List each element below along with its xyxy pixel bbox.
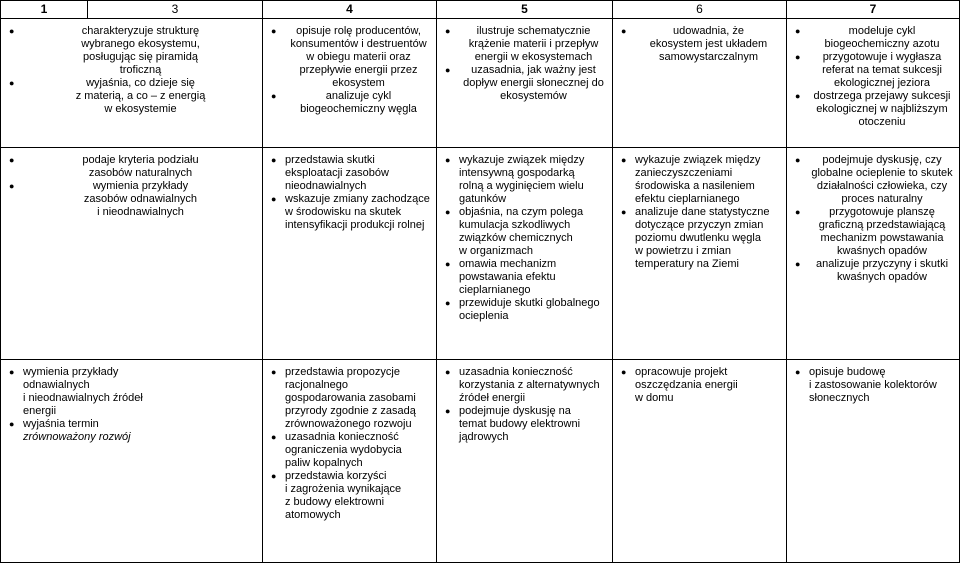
table-cell <box>613 360 787 563</box>
text-line: otoczeniu <box>858 116 906 128</box>
bullet-text <box>285 193 432 232</box>
bullet-icon: ● <box>445 26 451 36</box>
text-line: poziomu dwutlenku węgla <box>635 232 761 244</box>
bullet-item <box>445 25 608 64</box>
text-line: odnawialnych <box>23 379 90 391</box>
bullet-icon: ● <box>271 194 277 204</box>
text-line: omawia mechanizm <box>459 258 557 270</box>
text-line: w organizmach <box>459 245 533 257</box>
text-line: ekosystem jest układem <box>649 38 768 50</box>
table-cell <box>437 19 613 148</box>
table-cell <box>1 360 263 563</box>
text-line: kumulacja szkodliwych <box>459 219 571 231</box>
bullet-icon: ● <box>621 207 627 217</box>
text-line: efektu cieplarnianego <box>635 193 740 205</box>
text-line: w środowisku na skutek <box>285 206 402 218</box>
table-cell <box>263 360 437 563</box>
bullet-item <box>445 258 608 297</box>
text-line: opracowuje projekt <box>635 366 728 378</box>
bullet-item <box>795 154 955 206</box>
bullet-icon: ● <box>445 406 451 416</box>
text-line: paliw kopalnych <box>285 457 363 469</box>
table-cell <box>437 360 613 563</box>
bullet-text <box>459 206 608 258</box>
text-line: kwaśnych opadów <box>837 245 927 257</box>
text-line: krążenie materii i przepływ <box>468 38 599 50</box>
text-line: dopływ energii słonecznej do <box>463 77 604 89</box>
text-line: atomowych <box>285 509 341 521</box>
bullet-item <box>271 154 432 193</box>
text-line: przedstawia korzyści <box>285 470 387 482</box>
text-line: w ekosystemie <box>104 103 177 115</box>
bullet-icon: ● <box>9 26 15 36</box>
header-cell: 6 <box>613 1 787 19</box>
text-line: i zagrożenia wynikające <box>285 483 402 495</box>
bullet-text <box>285 154 432 193</box>
bullet-icon: ● <box>271 26 277 36</box>
header-cell: 1 <box>1 1 88 19</box>
header-cell: 7 <box>787 1 960 19</box>
bullet-text <box>809 366 955 405</box>
text-line: globalne ocieplenie to skutek <box>811 167 953 179</box>
bullet-icon: ● <box>271 471 277 481</box>
bullet-item <box>9 77 258 116</box>
text-line: oszczędzania energii <box>635 379 738 391</box>
text-line: intensyfikacji produkcji rolnej <box>285 219 425 231</box>
text-line: ekosystemów <box>500 90 567 102</box>
bullet-item <box>445 64 608 103</box>
text-line: charakteryzuje strukturę <box>81 25 200 37</box>
text-line: ekologicznej jeziora <box>834 77 930 89</box>
bullet-icon: ● <box>9 419 15 429</box>
text-line: wyjaśnia, co dzieje się <box>86 77 195 89</box>
text-line: ekologicznej w najbliższym <box>816 103 948 115</box>
text-line: w domu <box>635 392 674 404</box>
table-cell <box>263 148 437 360</box>
text-line: proces naturalny <box>841 193 923 205</box>
bullet-item <box>795 51 955 90</box>
bullet-icon: ● <box>271 91 277 101</box>
bullet-item <box>271 470 432 522</box>
bullet-item <box>9 180 258 219</box>
header-row <box>1 1 960 19</box>
bullet-icon: ● <box>271 432 277 442</box>
bullet-text <box>459 297 608 323</box>
text-line: uzasadnia konieczność <box>459 366 573 378</box>
text-line: kwaśnych opadów <box>837 271 927 283</box>
text-line: temat budowy elektrowni <box>459 418 581 430</box>
bullet-icon: ● <box>795 52 801 62</box>
text-line: analizuje cykl <box>325 90 392 102</box>
text-line: przedstawia propozycje <box>285 366 400 378</box>
bullet-icon: ● <box>795 207 801 217</box>
text-line: środowiska a nasileniem <box>635 180 755 192</box>
bullet-text <box>23 154 258 180</box>
table-cell <box>263 19 437 148</box>
text-line: w powietrzu i zmian <box>635 245 731 257</box>
bullet-text <box>285 431 432 470</box>
bullet-icon: ● <box>795 259 801 269</box>
text-line: jądrowych <box>459 431 509 443</box>
text-line: ekosystem <box>332 77 385 89</box>
text-line: referat na temat sukcesji <box>822 64 942 76</box>
text-line: wymienia przykłady <box>23 366 119 378</box>
text-line: zasobów odnawialnych <box>83 193 198 205</box>
text-line: wskazuje zmiany zachodzące <box>285 193 430 205</box>
bullet-text <box>285 366 432 431</box>
text-line: objaśnia, na czym polega <box>459 206 584 218</box>
bullet-item <box>9 25 258 77</box>
bullet-item <box>271 193 432 232</box>
bullet-item <box>9 154 258 180</box>
text-line: wymienia przykłady <box>92 180 189 192</box>
text-line: intensywną gospodarką <box>459 167 575 179</box>
bullet-text <box>23 77 258 116</box>
bullet-icon: ● <box>795 367 801 377</box>
bullet-text <box>285 90 432 116</box>
text-line: i zastosowanie kolektorów <box>809 379 937 391</box>
bullet-text <box>285 470 432 522</box>
bullet-text <box>459 405 608 444</box>
bullet-text <box>23 180 258 219</box>
text-line: powstawania efektu <box>459 271 556 283</box>
bullet-text <box>23 418 258 444</box>
bullet-text <box>459 154 608 206</box>
text-line: przygotowuje i wygłasza <box>822 51 942 63</box>
text-line: podejmuje dyskusję na <box>459 405 571 417</box>
bullet-text <box>285 25 432 90</box>
text-line: biogeochemiczny azotu <box>824 38 940 50</box>
text-line: analizuje dane statystyczne <box>635 206 770 218</box>
text-line: i nieodnawialnych <box>97 206 184 218</box>
bullet-icon: ● <box>621 155 627 165</box>
text-line: zasobów naturalnych <box>88 167 193 179</box>
bullet-item <box>271 90 432 116</box>
text-line: opisuje budowę <box>809 366 886 378</box>
bullet-icon: ● <box>795 26 801 36</box>
bullet-item <box>271 25 432 90</box>
bullet-icon: ● <box>445 155 451 165</box>
text-line: biogeochemiczny węgla <box>300 103 417 115</box>
bullet-item <box>271 366 432 431</box>
bullet-icon: ● <box>445 65 451 75</box>
text-line: wyjaśnia termin <box>23 418 99 430</box>
text-line: działalności człowieka, czy <box>816 180 948 192</box>
bullet-item <box>795 258 955 284</box>
text-line: cieplarnianego <box>459 284 531 296</box>
text-line: opisuje rolę producentów, <box>296 25 421 37</box>
bullet-item <box>9 366 258 418</box>
table-cell <box>1 148 263 360</box>
bullet-text <box>809 90 955 129</box>
bullet-item <box>445 366 608 405</box>
text-line: związków chemicznych <box>459 232 573 244</box>
bullet-icon: ● <box>445 259 451 269</box>
text-line: graficzną przedstawiającą <box>818 219 946 231</box>
text-line: zrównoważonego rozwoju <box>285 418 412 430</box>
table-cell <box>787 19 960 148</box>
text-line: w obiegu materii oraz <box>306 51 411 63</box>
text-line: posługując się piramidą <box>83 51 198 63</box>
text-line: konsumentów i destruentów <box>290 38 427 50</box>
table-row <box>1 148 960 360</box>
bullet-icon: ● <box>795 155 801 165</box>
bullet-item <box>795 25 955 51</box>
text-line: racjonalnego <box>285 379 348 391</box>
bullet-text <box>459 258 608 297</box>
text-line: ocieplenia <box>459 310 509 322</box>
text-line: przyrody zgodnie z zasadą <box>285 405 416 417</box>
text-line: przygotowuje planszę <box>829 206 935 218</box>
bullet-text <box>809 206 955 258</box>
bullet-item <box>795 90 955 129</box>
bullet-item <box>9 418 258 444</box>
table-cell <box>437 148 613 360</box>
bullet-icon: ● <box>445 367 451 377</box>
bullet-text <box>459 25 608 64</box>
header-cell: 3 <box>88 1 263 19</box>
bullet-item <box>271 431 432 470</box>
bullet-text <box>635 154 782 206</box>
table-cell <box>787 360 960 563</box>
bullet-text <box>635 206 782 271</box>
bullet-text <box>809 154 955 206</box>
text-line: dostrzega przejawy sukcesji <box>813 90 951 102</box>
text-line: i nieodnawialnych źródeł <box>23 392 143 404</box>
bullet-icon: ● <box>445 207 451 217</box>
bullet-item <box>795 366 955 405</box>
text-line: zanieczyszczeniami <box>635 167 733 179</box>
bullet-icon: ● <box>9 367 15 377</box>
text-line: wykazuje związek między <box>459 154 585 166</box>
text-line: gospodarowania zasobami <box>285 392 416 404</box>
bullet-text <box>809 51 955 90</box>
bullet-icon: ● <box>621 26 627 36</box>
text-line: rolną a wyginięciem wielu <box>459 180 584 192</box>
bullet-item <box>621 366 782 405</box>
text-line: troficzną <box>119 64 162 76</box>
text-line: korzystania z alternatywnych <box>459 379 600 391</box>
text-line: podejmuje dyskusję, czy <box>822 154 942 166</box>
text-line: analizuje przyczyny i skutki <box>815 258 949 270</box>
text-line: z budowy elektrowni <box>285 496 385 508</box>
text-line: udowadnia, że <box>673 25 744 37</box>
bullet-text <box>459 366 608 405</box>
bullet-text <box>635 366 782 405</box>
header-cell: 4 <box>263 1 437 19</box>
term-text: zrównoważony rozwój <box>23 431 131 443</box>
bullet-text <box>809 25 955 51</box>
table-cell <box>613 19 787 148</box>
bullet-item <box>445 405 608 444</box>
text-line: gatunków <box>459 193 507 205</box>
bullet-item <box>621 154 782 206</box>
text-line: eksploatacji zasobów <box>285 167 389 179</box>
text-line: samowystarczalnym <box>658 51 759 63</box>
header-cell: 5 <box>437 1 613 19</box>
text-line: słonecznych <box>809 392 870 404</box>
text-line: z materią, a co – z energią <box>75 90 206 102</box>
text-line: ilustruje schematycznie <box>476 25 591 37</box>
text-line: wybranego ekosystemu, <box>81 38 200 50</box>
text-line: przedstawia skutki <box>285 154 375 166</box>
table-row <box>1 360 960 563</box>
text-line: źródeł energii <box>459 392 526 404</box>
bullet-text <box>23 366 258 418</box>
text-line: dotyczące przyczyn zmian <box>635 219 764 231</box>
bullet-item <box>795 206 955 258</box>
bullet-icon: ● <box>9 155 15 165</box>
bullet-item <box>445 206 608 258</box>
bullet-icon: ● <box>9 78 15 88</box>
bullet-text <box>23 25 258 77</box>
bullet-icon: ● <box>271 367 277 377</box>
text-line: mechanizm powstawania <box>820 232 944 244</box>
text-line: podaje kryteria podziału <box>82 154 199 166</box>
bullet-text <box>809 258 955 284</box>
text-line: energii <box>23 405 57 417</box>
text-line: energii w ekosystemach <box>474 51 593 63</box>
text-line: przewiduje skutki globalnego <box>459 297 600 309</box>
bullet-icon: ● <box>445 298 451 308</box>
text-line: ograniczenia wydobycia <box>285 444 402 456</box>
text-line: wykazuje związek między <box>635 154 761 166</box>
bullet-icon: ● <box>621 367 627 377</box>
bullet-item <box>445 154 608 206</box>
table-row <box>1 19 960 148</box>
bullet-text <box>459 64 608 103</box>
text-line: temperatury na Ziemi <box>635 258 739 270</box>
table-cell <box>613 148 787 360</box>
bullet-icon: ● <box>9 181 15 191</box>
text-line: uzasadnia, jak ważny jest <box>471 64 596 76</box>
bullet-icon: ● <box>271 155 277 165</box>
text-line: modeluje cykl <box>848 25 916 37</box>
table-cell <box>1 19 263 148</box>
bullet-item <box>621 206 782 271</box>
text-line: uzasadnia konieczność <box>285 431 399 443</box>
text-line: przepływie energii przez <box>299 64 418 76</box>
bullet-item <box>445 297 608 323</box>
bullet-item <box>621 25 782 64</box>
bullet-icon: ● <box>795 91 801 101</box>
bullet-text <box>635 25 782 64</box>
text-line: nieodnawialnych <box>285 180 367 192</box>
table-cell <box>787 148 960 360</box>
